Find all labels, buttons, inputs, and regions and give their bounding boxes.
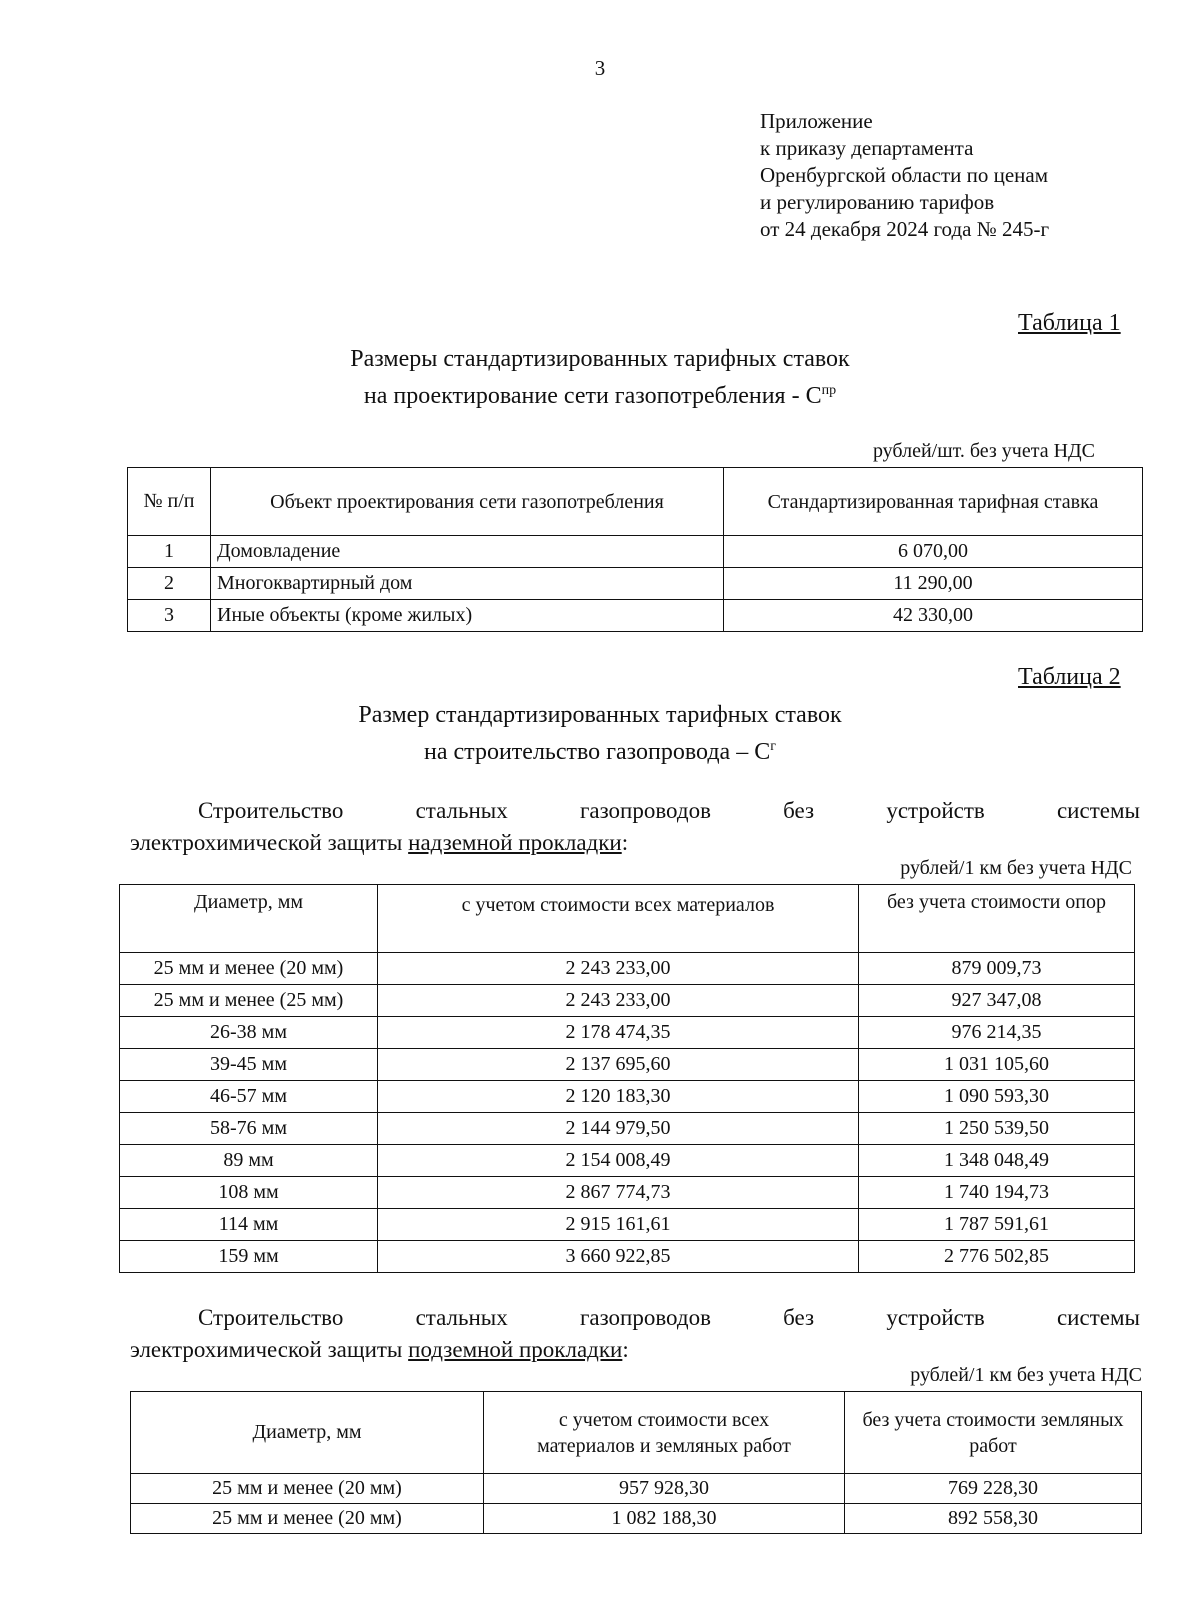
table2-title [0, 700, 1200, 768]
table1-title-sup: пр [821, 383, 837, 398]
table-row [120, 1113, 1135, 1145]
cell-without-supports: 1 740 194,73 [859, 1177, 1135, 1209]
section2-intro-line2: электрохимической защиты подземной прокладки: [130, 1337, 629, 1362]
table1-cell-rate: 42 330,00 [724, 600, 1143, 632]
appendix-block [760, 108, 1049, 243]
cell-diameter: 108 мм [120, 1177, 378, 1209]
cell-diameter: 26-38 мм [120, 1017, 378, 1049]
table1-cell-rate: 6 070,00 [724, 536, 1143, 568]
section1-intro [130, 795, 1140, 859]
cell-with-materials: 2 154 008,49 [378, 1145, 859, 1177]
cell-diameter: 58-76 мм [120, 1113, 378, 1145]
table-row [120, 1209, 1135, 1241]
cell-without-supports: 1 348 048,49 [859, 1145, 1135, 1177]
cell-diameter: 39-45 мм [120, 1049, 378, 1081]
cell-diameter: 159 мм [120, 1241, 378, 1273]
intro-word: стальных [415, 798, 508, 823]
page-number: 3 [594, 56, 606, 80]
cell-with-materials: 957 928,30 [484, 1474, 845, 1504]
intro-word: Строительство [198, 1305, 344, 1330]
cell-without-supports: 927 347,08 [859, 985, 1135, 1017]
intro-word: без [783, 798, 815, 823]
intro-word: Строительство [198, 798, 344, 823]
cell-with-materials: 2 243 233,00 [378, 953, 859, 985]
cell-diameter: 25 мм и менее (20 мм) [131, 1474, 484, 1504]
cell-with-materials: 3 660 922,85 [378, 1241, 859, 1273]
table2-section2-header-diameter: Диаметр, мм [131, 1392, 484, 1474]
cell-without-supports: 976 214,35 [859, 1017, 1135, 1049]
section1-intro-underlined: надземной прокладки [408, 830, 622, 855]
table1-cell-object: Домовладение [211, 536, 724, 568]
table2-title-line1: Размер стандартизированных тарифных ставок [358, 702, 842, 728]
cell-without-supports: 1 090 593,30 [859, 1081, 1135, 1113]
cell-diameter: 89 мм [120, 1145, 378, 1177]
cell-without-earthworks: 892 558,30 [845, 1504, 1142, 1534]
table2-section1-header-row [120, 885, 1135, 953]
table-row [120, 1017, 1135, 1049]
table-row [120, 953, 1135, 985]
cell-with-materials: 2 867 774,73 [378, 1177, 859, 1209]
table-row [120, 1241, 1135, 1273]
table2-section1-header-with-materials: с учетом стоимости всех материалов [378, 885, 859, 953]
cell-diameter: 25 мм и менее (25 мм) [120, 985, 378, 1017]
section1-intro-line2: электрохимической защиты надземной прокладки: [130, 830, 629, 855]
cell-diameter: 25 мм и менее (20 мм) [120, 953, 378, 985]
appendix-line: и регулированию тарифов [760, 190, 995, 214]
cell-without-supports: 2 776 502,85 [859, 1241, 1135, 1273]
table1-header-num: № п/п [128, 468, 211, 536]
table1 [127, 467, 1143, 632]
intro-word: газопроводов [579, 798, 711, 823]
cell-with-materials: 2 243 233,00 [378, 985, 859, 1017]
table-row [128, 536, 1143, 568]
appendix-line: от 24 декабря 2024 года № 245-г [760, 217, 1050, 241]
table-row [128, 600, 1143, 632]
table1-unit: рублей/шт. без учета НДС [872, 440, 1095, 462]
appendix-line: к приказу департамента [760, 136, 974, 160]
cell-diameter: 114 мм [120, 1209, 378, 1241]
cell-without-supports: 1 031 105,60 [859, 1049, 1135, 1081]
cell-with-materials: 2 178 474,35 [378, 1017, 859, 1049]
table2-section2-header-row [131, 1392, 1142, 1474]
table-row [120, 985, 1135, 1017]
table2-section1-header-diameter: Диаметр, мм [120, 885, 378, 953]
table-row [120, 1177, 1135, 1209]
intro-word: системы [1056, 1305, 1140, 1330]
cell-diameter: 46-57 мм [120, 1081, 378, 1113]
table-row [128, 568, 1143, 600]
cell-without-supports: 1 250 539,50 [859, 1113, 1135, 1145]
table1-cell-num: 2 [128, 568, 211, 600]
table2-title-sup: г [770, 739, 776, 754]
table2-section1-header-without-supports: без учета стоимости опор [859, 885, 1135, 953]
table1-header-rate: Стандартизированная тарифная ставка [724, 468, 1143, 536]
intro-word: газопроводов [579, 1305, 711, 1330]
cell-without-earthworks: 769 228,30 [845, 1474, 1142, 1504]
section2-unit: рублей/1 км без учета НДС [910, 1364, 1142, 1386]
intro-word: устройств [886, 798, 985, 823]
table-row [131, 1474, 1142, 1504]
table2-label: Таблица 2 [1018, 664, 1121, 690]
appendix-line: Оренбургской области по ценам [760, 163, 1049, 187]
table2-title-line2: на строительство газопровода – $С^г$ [424, 739, 776, 765]
cell-with-materials: 2 915 161,61 [378, 1209, 859, 1241]
appendix-line: Приложение [760, 109, 873, 133]
table1-header-object: Объект проектирования сети газопотребления [211, 468, 724, 536]
section2-intro [130, 1302, 1140, 1366]
cell-diameter: 25 мм и менее (20 мм) [131, 1504, 484, 1534]
section2-intro-line1 [130, 1302, 1140, 1334]
cell-with-materials: 2 144 979,50 [378, 1113, 859, 1145]
intro-word: устройств [886, 1305, 985, 1330]
cell-with-materials: 1 082 188,30 [484, 1504, 845, 1534]
section1-intro-line1 [130, 795, 1140, 827]
table1-cell-num: 1 [128, 536, 211, 568]
table1-cell-rate: 11 290,00 [724, 568, 1143, 600]
cell-without-supports: 879 009,73 [859, 953, 1135, 985]
table2-section2 [130, 1391, 1142, 1534]
table1-title-line1: Размеры стандартизированных тарифных ставок [350, 346, 850, 372]
intro-word: без [783, 1305, 815, 1330]
section1-unit: рублей/1 км без учета НДС [900, 857, 1132, 879]
table-row [120, 1145, 1135, 1177]
table-row [120, 1081, 1135, 1113]
table1-cell-num: 3 [128, 600, 211, 632]
table1-cell-object: Многоквартирный дом [211, 568, 724, 600]
table2-section2-header-without-earthworks: без учета стоимости земляных работ [845, 1392, 1142, 1474]
table-row [131, 1504, 1142, 1534]
table1-title [0, 344, 1200, 412]
cell-with-materials: 2 120 183,30 [378, 1081, 859, 1113]
table1-cell-object: Иные объекты (кроме жилых) [211, 600, 724, 632]
intro-word: системы [1056, 798, 1140, 823]
cell-without-supports: 1 787 591,61 [859, 1209, 1135, 1241]
section2-intro-underlined: подземной прокладки [408, 1337, 623, 1362]
cell-with-materials: 2 137 695,60 [378, 1049, 859, 1081]
table2-section1 [119, 884, 1135, 1273]
intro-word: стальных [415, 1305, 508, 1330]
table-row [120, 1049, 1135, 1081]
table1-header-row [128, 468, 1143, 536]
table2-section2-header-with-materials: с учетом стоимости всех материалов и земляных работ [484, 1392, 845, 1474]
table1-title-line2: на проектирование сети газопотребления - $С^{пр}$ [363, 383, 837, 409]
table1-label: Таблица 1 [1018, 310, 1121, 336]
